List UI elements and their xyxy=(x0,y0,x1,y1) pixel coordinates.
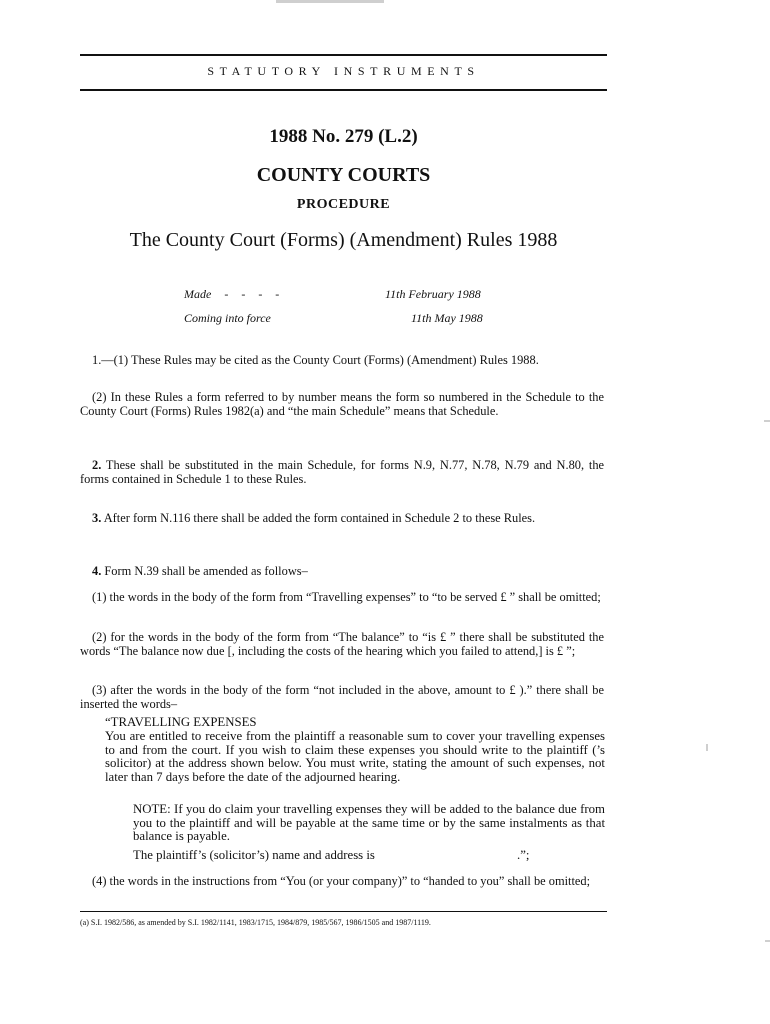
top-crop-remnant xyxy=(276,0,384,3)
coming-into-force-date: 11th May 1988 xyxy=(411,311,483,325)
rule-4-2: (2) for the words in the body of the form from “The balance” to “is £ ” there shall be substituted the words “The balance now due [, including the costs of the hearing which you failed to attend,] is £ ”; xyxy=(80,630,604,658)
instrument-subject: COUNTY COURTS xyxy=(256,164,431,186)
footnote-rule xyxy=(80,911,607,912)
rule-4-4: (4) the words in the instructions from “You (or your company)” to “handed to you” shall be omitted; xyxy=(92,874,591,888)
rule-2-text: These shall be substituted in the main Schedule, for forms N.9, N.77, N.78, N.79 and N.80, the forms contained in Schedule 1 to these Rules. xyxy=(80,458,605,486)
scan-artifact xyxy=(765,940,770,942)
made-label: Made - - - - xyxy=(184,287,280,301)
rule-1-2: (2) In these Rules a form referred to by number means the form so numbered in the Schedule to the County Court (Forms) Rules 1982(a) and “the main Schedule” means that Schedule. xyxy=(80,390,604,418)
made-date: 11th February 1988 xyxy=(385,287,481,301)
series-heading: STATUTORY INSTRUMENTS xyxy=(207,64,480,78)
rule-4-text: Form N.39 shall be amended as follows– xyxy=(104,564,308,578)
quote-heading: “TRAVELLING EXPENSES xyxy=(105,715,257,729)
address-line-end: .”; xyxy=(517,848,530,862)
instrument-title: The County Court (Forms) (Amendment) Rules 1988 xyxy=(129,229,558,251)
footnote: (a) S.I. 1982/586, as amended by S.I. 1982/1141, 1983/1715, 1984/879, 1985/567, 1986/1505 and 1987/1119. xyxy=(80,918,431,927)
scan-artifact xyxy=(764,420,770,422)
quote-body: You are entitled to receive from the plaintiff a reasonable sum to cover your travelling expenses to and from the court. If you wish to claim these expenses you should write to the plaintiff (’s solicitor) at the address shown below. You must write, stating the amount of such expenses, not later than 7 days before the date of the adjourned hearing. xyxy=(105,729,605,784)
instrument-number: 1988 No. 279 (L.2) xyxy=(269,126,418,147)
instrument-subsubject: PROCEDURE xyxy=(296,197,391,212)
note-paragraph: NOTE: If you do claim your travelling expenses they will be added to the balance due from you to the plaintiff and will be payable at the same time or by the same instalments as that balance is payable. xyxy=(133,802,605,844)
header-top-rule xyxy=(80,54,607,56)
rule-4-number: 4. xyxy=(92,564,102,578)
rule-4 xyxy=(80,565,604,579)
rule-1-1: 1.—(1) These Rules may be cited as the County Court (Forms) (Amendment) Rules 1988. xyxy=(92,353,539,367)
address-line: The plaintiff’s (solicitor’s) name and address is xyxy=(133,848,375,862)
coming-into-force-label: Coming into force xyxy=(184,311,271,325)
rule-3 xyxy=(80,512,604,526)
scan-artifact xyxy=(706,744,708,751)
header-bottom-rule xyxy=(80,89,607,91)
rule-3-text: After form N.116 there shall be added the form contained in Schedule 2 to these Rules. xyxy=(103,511,536,525)
rule-4-1: (1) the words in the body of the form from “Travelling expenses” to “to be served £ ” shall be omitted; xyxy=(92,590,601,604)
rule-3-number: 3. xyxy=(92,511,102,525)
rule-2 xyxy=(80,459,604,486)
rule-2-number: 2. xyxy=(92,458,102,472)
rule-4-3: (3) after the words in the body of the form “not included in the above, amount to £ ).” there shall be inserted the words– xyxy=(80,683,604,711)
